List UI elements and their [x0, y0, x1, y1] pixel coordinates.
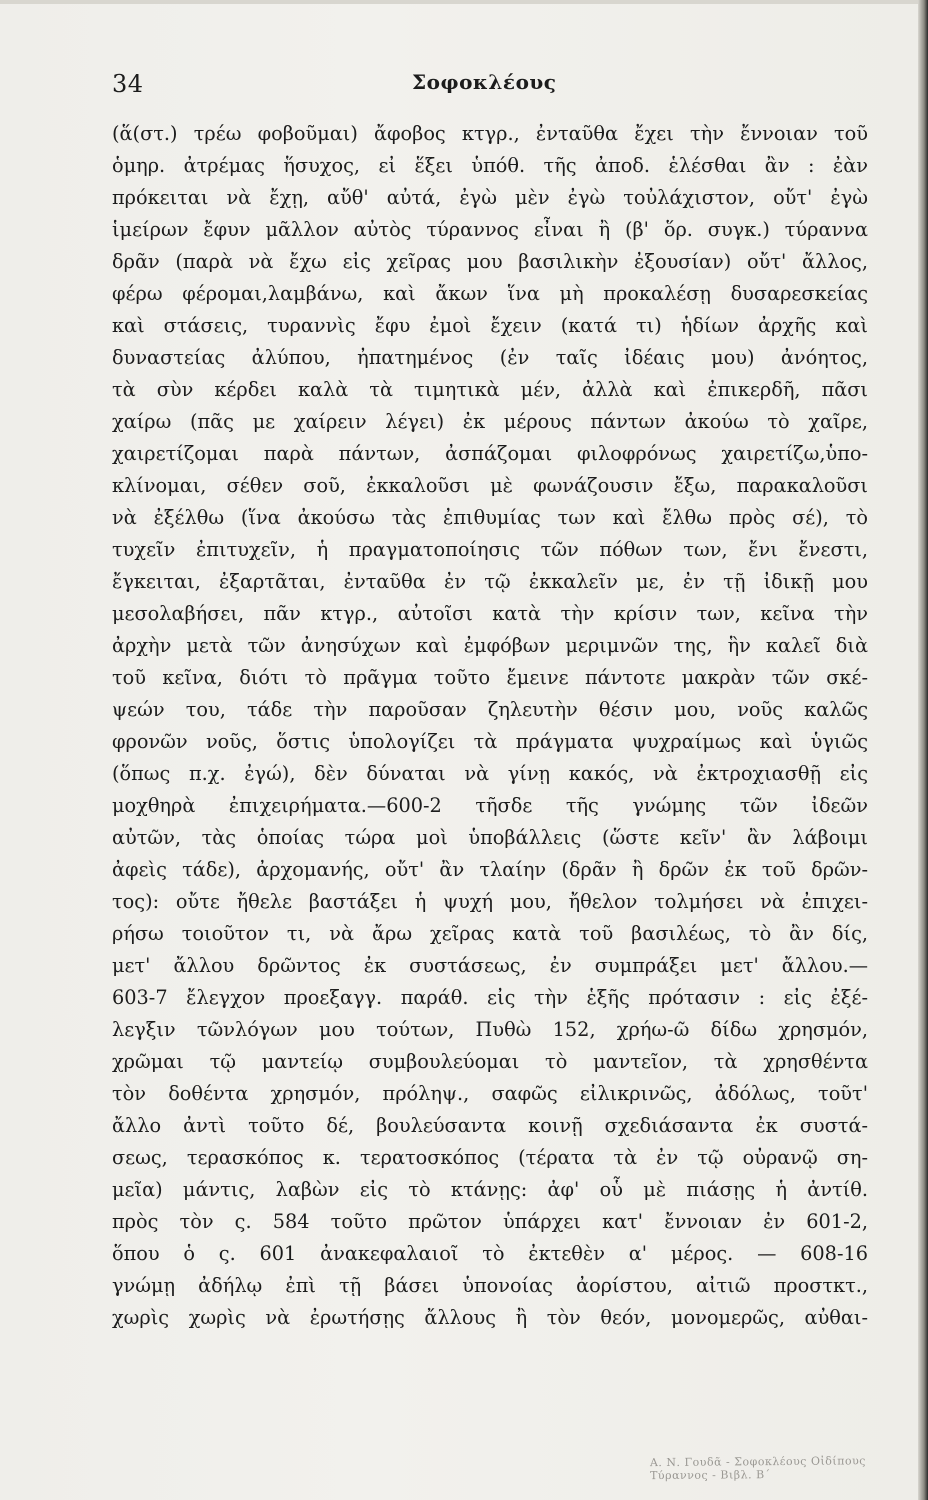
text-line: ὅπου ὁ ς. 601 ἀνακεφαλαιοῖ τὸ ἐκτεθὲν α' μέρος. — 608-16 — [112, 1242, 868, 1265]
faint-footer-stamp: Α. Ν. Γουδᾶ - Σοφοκλέους Οἰδίπους Τύραννος - Βιβλ. Β΄ — [649, 1454, 866, 1483]
text-line: 603-7 ἔλεγχον προεξαγγ. παράθ. εἰς τὴν ἑξῆς πρότασιν : εἰς ἐξέ- — [112, 986, 868, 1009]
text-line: τὸν δοθέντα χρησμόν, πρόληψ., σαφῶς εἰλικρινῶς, ἀδόλως, τοῦτ' — [112, 1082, 868, 1105]
text-line: ψεών του, τάδε τὴν παροῦσαν ζηλευτὴν θέσιν μου, νοῦς καλῶς — [112, 698, 868, 721]
text-line: χωρὶς χωρὶς νὰ ἐρωτήσῃς ἄλλους ἢ τὸν θεόν, μονομερῶς, αὐθαι- — [112, 1306, 868, 1329]
text-line: φρονῶν νοῦς, ὅστις ὑπολογίζει τὰ πράγματα ψυχραίμως καὶ ὑγιῶς — [112, 730, 868, 753]
text-line: χαίρω (πᾶς με χαίρειν λέγει) ἐκ μέρους πάντων ἀκούω τὸ χαῖρε, — [112, 410, 868, 433]
text-line: τυχεῖν ἐπιτυχεῖν, ἡ πραγματοποίησις τῶν πόθων των, ἔνι ἔνεστι, — [112, 538, 868, 561]
text-line: γνώμῃ ἀδήλῳ ἐπὶ τῇ βάσει ὑπονοίας ἀορίστου, αἰτιῶ προστκτ., — [112, 1274, 868, 1297]
text-line: πρόκειται νὰ ἔχῃ, αὔθ' αὐτά, ἐγὼ μὲν ἐγὼ τοὐλάχιστον, οὔτ' ἐγὼ — [112, 186, 868, 209]
text-line: ἱμείρων ἔφυν μᾶλλον αὐτὸς τύραννος εἶναι ἢ (β' ὅρ. συγκ.) τύραννα — [112, 218, 868, 241]
text-line: μοχθηρὰ ἐπιχειρήματα.—600-2 τῆσδε τῆς γνώμης τῶν ἰδεῶν — [112, 794, 868, 817]
text-line: νὰ ἐξέλθω (ἵνα ἀκούσω τὰς ἐπιθυμίας των καὶ ἔλθω πρὸς σέ), τὸ — [112, 506, 868, 529]
text-line: (ἅ(στ.) τρέω φοβοῦμαι) ἄφοβος κτγρ., ἐνταῦθα ἔχει τὴν ἔννοιαν τοῦ — [112, 122, 868, 145]
page-number: 34 — [112, 70, 144, 98]
text-line: ἀφεὶς τάδε), ἀρχομανής, οὔτ' ἂν τλαίην (δρᾶν ἢ δρῶν ἐκ τοῦ δρῶν- — [112, 858, 868, 881]
text-line: καὶ στάσεις, τυραννὶς ἔφυ ἐμοὶ ἔχειν (κατά τι) ἡδίων ἀρχῆς καὶ — [112, 314, 868, 337]
text-line: χρῶμαι τῷ μαντείῳ συμβουλεύομαι τὸ μαντεῖον, τὰ χρησθέντα — [112, 1050, 868, 1073]
text-line: ἄλλο ἀντὶ τοῦτο δέ, βουλεύσαντα κοινῇ σχεδιάσαντα ἐκ συστά- — [112, 1114, 868, 1137]
text-line: μεῖα) μάντις, λαβὼν εἰς τὸ κτάνῃς: ἀφ' οὗ μὲ πιάσῃς ἡ ἀντίθ. — [112, 1178, 868, 1201]
text-line: σεως, τερασκόπος κ. τερατοσκόπος (τέρατα τὰ ἐν τῷ οὐρανῷ ση- — [112, 1146, 868, 1169]
text-line: τοῦ κεῖνα, διότι τὸ πρᾶγμα τοῦτο ἔμεινε πάντοτε μακρὰν τῶν σκέ- — [112, 666, 868, 689]
text-line: φέρω φέρομαι,λαμβάνω, καὶ ἄκων ἵνα μὴ προκαλέσῃ δυσαρεσκείας — [112, 282, 868, 305]
text-line: μεσολαβήσει, πᾶν κτγρ., αὐτοῖσι κατὰ τὴν κρίσιν των, κεῖνα τὴν — [112, 602, 868, 625]
text-line: ἀρχὴν μετὰ τῶν ἀνησύχων καὶ ἐμφόβων μεριμνῶν της, ἣν καλεῖ διὰ — [112, 634, 868, 657]
text-line: αὐτῶν, τὰς ὁποίας τώρα μοὶ ὑποβάλλεις (ὥστε κεῖν' ἂν λάβοιμι — [112, 826, 868, 849]
text-line: κλίνομαι, σέθεν σοῦ, ἐκκαλοῦσι μὲ φωνάζουσιν ἔξω, παρακαλοῦσι — [112, 474, 868, 497]
book-spine-edge — [918, 0, 928, 1500]
text-line: χαιρετίζομαι παρὰ πάντων, ἀσπάζομαι φιλοφρόνως χαιρετίζω,ὑπο- — [112, 442, 868, 465]
page-top-edge — [0, 0, 918, 4]
text-line: δυναστείας ἀλύπου, ἠπατημένος (ἐν ταῖς ἰδέαις μου) ἀνόητος, — [112, 346, 868, 369]
text-line: ὁμηρ. ἀτρέμας ἥσυχος, εἰ ἕξει ὑπόθ. τῆς ἀποδ. ἑλέσθαι ἂν : ἐὰν — [112, 154, 868, 177]
text-line: ἔγκειται, ἐξαρτᾶται, ἐνταῦθα ἐν τῷ ἐκκαλεῖν με, ἐν τῇ ἰδικῇ μου — [112, 570, 868, 593]
running-head: Σοφοκλέους — [412, 70, 557, 94]
text-line: μετ' ἄλλου δρῶντος ἐκ συστάσεως, ἐν συμπράξει μετ' ἄλλου.— — [112, 954, 868, 977]
text-line: πρὸς τὸν ς. 584 τοῦτο πρῶτον ὑπάρχει κατ' ἔννοιαν ἐν 601-2, — [112, 1210, 868, 1233]
text-line: δρᾶν (παρὰ νὰ ἔχω εἰς χεῖρας μου βασιλικὴν ἐξουσίαν) οὔτ' ἄλλος, — [112, 250, 868, 273]
text-line: λεγξιν τῶνλόγων μου τούτων, Πυθὼ 152, χρήω-ῶ δίδω χρησμόν, — [112, 1018, 868, 1041]
text-line: τὰ σὺν κέρδει καλὰ τὰ τιμητικὰ μέν, ἀλλὰ καὶ ἐπικερδῆ, πᾶσι — [112, 378, 868, 401]
text-line: ρήσω τοιοῦτον τι, νὰ ἄρω χεῖρας κατὰ τοῦ βασιλέως, τὸ ἂν δίς, — [112, 922, 868, 945]
text-line: (ὅπως π.χ. ἐγώ), δὲν δύναται νὰ γίνῃ κακός, νὰ ἐκτροχιασθῇ εἰς — [112, 762, 868, 785]
commentary-text — [112, 118, 868, 1334]
text-line: τος): οὔτε ἤθελε βαστάξει ἡ ψυχή μου, ἤθελον τολμήσει νὰ ἐπιχει- — [112, 890, 868, 913]
